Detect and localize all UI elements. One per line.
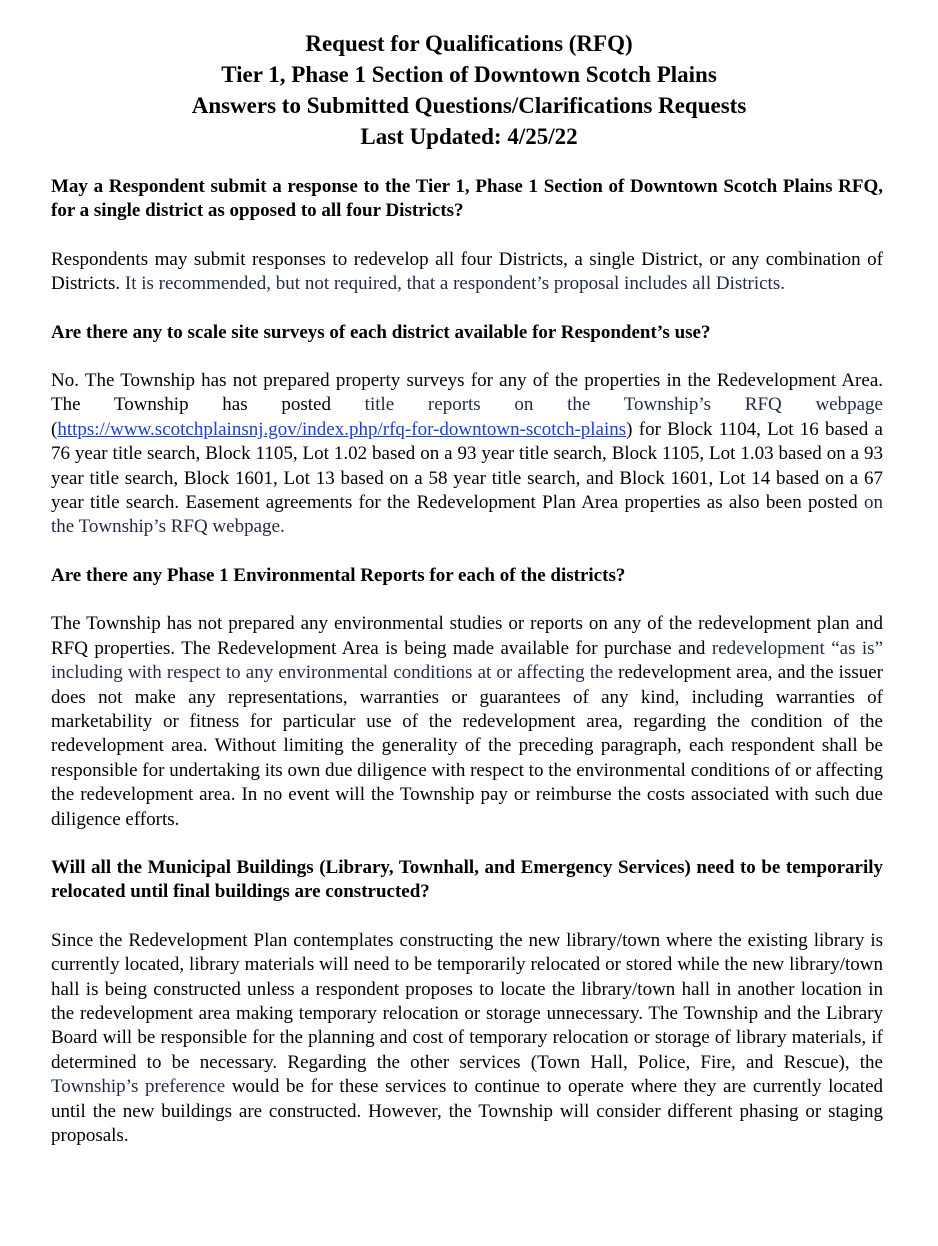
question-2: Are there any to scale site surveys of each district available for Respondent’s use? <box>51 321 711 343</box>
document-header <box>0 28 938 152</box>
title-line-3: Answers to Submitted Questions/Clarifications Requests <box>191 93 747 118</box>
question-3: Are there any Phase 1 Environmental Reports for each of the districts? <box>51 564 626 586</box>
title-line-1: Request for Qualifications (RFQ) <box>305 31 633 56</box>
qa-list <box>51 175 883 1172</box>
answer-1: Respondents may submit responses to redevelop all four Districts, a single District, or any combination of Districts. It is recommended, but not required, that a respondent’s proposal includes all Districts. <box>51 248 883 295</box>
question-4: Will all the Municipal Buildings (Library, Townhall, and Emergency Services) need to be temporarily relocated until final buildings are constructed? <box>51 856 883 903</box>
last-updated: Last Updated: 4/25/22 <box>360 124 578 149</box>
answer-3: The Township has not prepared any environmental studies or reports on any of the redevelopment plan and RFQ properties. The Redevelopment Area is being made available for purchase and redevelopment “as is” including with respect to any environmental conditions at or affecting the redevelopment area, and the issuer does not make any representations, warranties or guarantees of any kind, including warranties of marketability or fitness for particular use of the redevelopment area, regarding the condition of the redevelopment area. Without limiting the generality of the preceding paragraph, each respondent shall be responsible for undertaking its own due diligence with respect to the environmental conditions of or affecting the redevelopment area. In no event will the Township pay or reimburse the costs associated with such due diligence efforts. <box>51 613 883 830</box>
question-1: May a Respondent submit a response to the Tier 1, Phase 1 Section of Downtown Scotch Plains RFQ, for a single district as opposed to all four Districts? <box>51 176 883 222</box>
title-line-2: Tier 1, Phase 1 Section of Downtown Scotch Plains <box>221 62 717 87</box>
answer-2: No. The Township has not prepared property surveys for any of the properties in the Redevelopment Area. The Township has posted title reports on the Township’s RFQ webpage (https://www.scotchplainsnj.gov/index.php/rfq-for-downtown-scotch-plains) for Block 1104, Lot 16 based a 76 year title search, Block 1105, Lot 1.02 based on a 93 year title search, Block 1105, Lot 1.03 based on a 93 year title search, Block 1601, Lot 13 based on a 58 year title search, and Block 1601, Lot 14 based on a 67 year title search. Easement agreements for the Redevelopment Plan Area properties as also been posted on the Township’s RFQ webpage. <box>51 370 883 538</box>
rfq-webpage-link[interactable]: https://www.scotchplainsnj.gov/index.php/rfq-for-downtown-scotch-plains <box>57 418 627 440</box>
answer-4: Since the Redevelopment Plan contemplates constructing the new library/town where the existing library is currently located, library materials will need to be temporarily relocated or stored while the new library/town hall is being constructed unless a respondent proposes to locate the library/town hall in another location in the redevelopment area making temporary relocation or storage unnecessary. The Township and the Library Board will be responsible for the planning and cost of temporary relocation or storage of library materials, if determined to be necessary. Regarding the other services (Town Hall, Police, Fire, and Rescue), the Township’s preference would be for these services to continue to operate where they are currently located until the new buildings are constructed. However, the Township will consider different phasing or staging proposals. <box>51 929 883 1146</box>
